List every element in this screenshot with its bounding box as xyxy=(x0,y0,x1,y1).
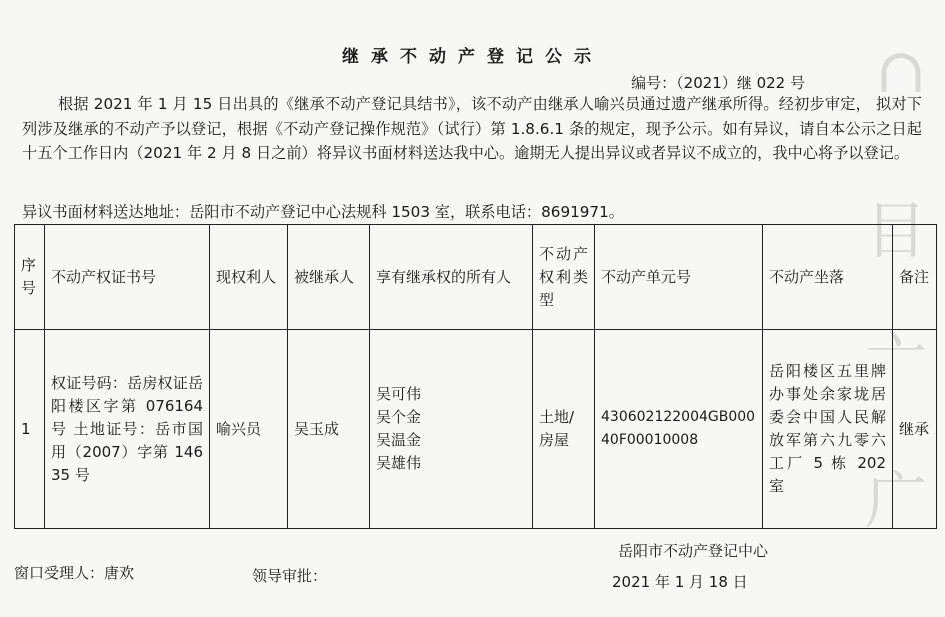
header-decedent: 被继承人 xyxy=(288,225,370,330)
cell-heirs xyxy=(370,330,533,529)
header-remark: 备注 xyxy=(893,225,937,330)
cell-decedent: 吴玉成 xyxy=(288,330,370,529)
header-unit: 不动产单元号 xyxy=(595,225,763,330)
heir-name: 吴雄伟 xyxy=(376,454,422,472)
issue-date: 2021 年 1 月 18 日 xyxy=(612,573,748,591)
cell-holder: 喻兴员 xyxy=(210,330,288,529)
heir-name: 吴个金 xyxy=(376,408,422,426)
cell-unit: 430602122004GB00040F00010008 xyxy=(595,330,763,529)
header-right-type: 不动产权利类型 xyxy=(533,225,595,330)
header-cert: 不动产权证书号 xyxy=(45,225,210,330)
heir-name: 吴可伟 xyxy=(376,385,422,403)
leader-approval: 领导审批： xyxy=(252,567,328,585)
window-receiver: 窗口受理人：唐欢 xyxy=(14,564,135,582)
header-location: 不动产坐落 xyxy=(763,225,893,330)
document-number: 编号：（2021）继 022 号 xyxy=(631,74,805,92)
header-holder: 现权利人 xyxy=(210,225,288,330)
objection-address: 异议书面材料送达地址：岳阳市不动产登记中心法规科 1503 室，联系电话：8691971。 xyxy=(22,203,624,221)
cell-remark: 继承 xyxy=(893,330,937,529)
heir-name: 吴温金 xyxy=(376,431,422,449)
bleed-through-marks: ∩ 目 亠 广 xyxy=(864,34,927,537)
cell-cert: 权证号码：岳房权证岳阳楼区字第 076164 号 土地证号：岳市国用（2007）字第 14635 号 xyxy=(45,330,210,529)
document-title: 继承不动产登记公示 xyxy=(342,47,603,67)
header-heirs: 享有继承权的所有人 xyxy=(370,225,533,330)
header-seq: 序号 xyxy=(15,225,45,330)
issuing-organization: 岳阳市不动产登记中心 xyxy=(618,542,769,560)
cell-location: 岳阳楼区五里牌办事处余家垅居委会中国人民解放军第六九零六工厂 5 栋 202 室 xyxy=(763,330,893,529)
cell-right-type: 土地/房屋 xyxy=(533,330,595,529)
cell-seq: 1 xyxy=(15,330,45,529)
notice-paragraph: 根据 2021 年 1 月 15 日出具的《继承不动产登记具结书》，该不动产由继承人喻兴员通过遗产继承所得。经初步审定， 拟对下列涉及继承的不动产予以登记，根据《不动产登记操作规范》（试行）第 1.8.6.1 条的规定，现予公示。如有异议，请自本公示之日起十五个工作日内（2021 年 2 月 8 日之前）将异议书面材料送达我中心。逾期无人提出异议或者异议不成立的，我中心将予以登记。 xyxy=(22,95,922,162)
table-row xyxy=(15,330,937,529)
table-header-row xyxy=(15,225,937,330)
property-table xyxy=(14,224,937,529)
